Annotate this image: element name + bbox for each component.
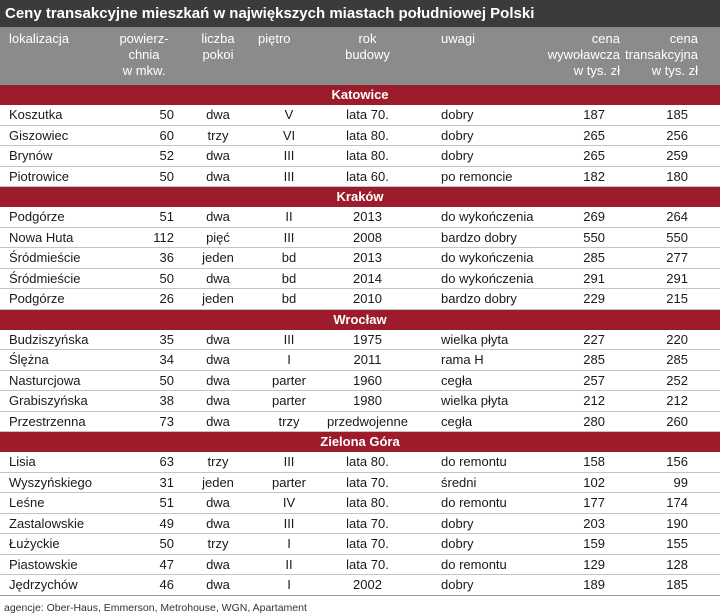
cell-powierzchnia: 50 [159, 270, 174, 286]
cell-rok-budowy: lata 60. [346, 168, 389, 184]
cell-rok-budowy: lata 80. [346, 495, 389, 510]
table-row [0, 371, 720, 392]
table-title: Ceny transakcyjne mieszkań w największych miastach południowej Polski [0, 0, 720, 27]
cell-rok-budowy: 2014 [353, 270, 382, 286]
cell-liczba-pokoi: dwa [206, 107, 230, 122]
header-line: transakcyjna [625, 47, 698, 62]
cell-cena-transakcyjna: 190 [666, 515, 688, 531]
cell-powierzchnia: 35 [159, 331, 174, 347]
cell-powierzchnia: 50 [159, 372, 174, 388]
cell-pietro: III [283, 148, 295, 163]
cell-pietro: III [283, 331, 295, 347]
cell-rok-budowy: 2002 [353, 577, 382, 592]
cell-pietro: III [283, 454, 295, 469]
cell-pietro: bd [281, 250, 297, 265]
header-line: uwagi [441, 31, 475, 46]
table-row [0, 146, 720, 167]
header-line: wywoławcza [547, 47, 620, 62]
table-row [0, 555, 720, 576]
cell-rok-budowy: 2013 [353, 209, 382, 224]
cell-pietro: II [285, 209, 293, 224]
section-header: Kraków [0, 187, 720, 207]
table-row [0, 228, 720, 249]
cell-cena-wywolawcza: 212 [583, 393, 605, 408]
cell-uwagi: średni [441, 474, 477, 490]
cell-cena-wywolawcza: 285 [583, 352, 605, 367]
cell-rok-budowy: przedwojenne [327, 413, 408, 429]
cell-liczba-pokoi: dwa [206, 495, 230, 510]
cell-liczba-pokoi: dwa [206, 168, 230, 184]
cell-cena-wywolawcza: 285 [583, 250, 605, 265]
cell-pietro: parter [272, 393, 306, 408]
cell-cena-transakcyjna: 259 [666, 148, 688, 163]
cell-liczba-pokoi: jeden [202, 250, 234, 265]
cell-powierzchnia: 50 [159, 536, 174, 551]
cell-lokalizacja: Wyszyńskiego [9, 474, 92, 490]
cell-uwagi: rama H [441, 352, 484, 367]
cell-pietro: parter [272, 474, 306, 490]
cell-rok-budowy: lata 70. [346, 107, 389, 122]
cell-cena-wywolawcza: 280 [583, 413, 605, 429]
header-line: budowy [345, 47, 390, 62]
header-powierzchnia [108, 31, 180, 79]
cell-powierzchnia: 50 [159, 168, 174, 184]
cell-liczba-pokoi: dwa [206, 577, 230, 592]
cell-lokalizacja: Śródmieście [9, 250, 81, 265]
cell-liczba-pokoi: dwa [206, 148, 230, 163]
table-row [0, 167, 720, 188]
cell-uwagi: wielka płyta [441, 393, 509, 408]
cell-powierzchnia: 36 [159, 250, 174, 265]
cell-rok-budowy: lata 70. [346, 474, 389, 490]
table-row [0, 289, 720, 310]
cell-lokalizacja: Piotrowice [9, 168, 69, 184]
cell-cena-wywolawcza: 269 [583, 209, 605, 224]
header-line: cena [591, 31, 620, 46]
cell-liczba-pokoi: dwa [206, 413, 230, 429]
cell-pietro: parter [272, 372, 306, 388]
cell-uwagi: do wykończenia [441, 209, 534, 224]
cell-cena-wywolawcza: 158 [583, 454, 605, 469]
cell-cena-wywolawcza: 265 [583, 127, 605, 143]
cell-cena-wywolawcza: 257 [583, 372, 605, 388]
cell-rok-budowy: lata 70. [346, 536, 389, 551]
header-pietro [258, 31, 320, 47]
cell-lokalizacja: Ślężna [9, 352, 49, 367]
cell-liczba-pokoi: pięć [206, 229, 230, 245]
cell-cena-wywolawcza: 291 [583, 270, 605, 286]
cell-cena-transakcyjna: 128 [666, 556, 688, 572]
cell-lokalizacja: Łużyckie [9, 536, 60, 551]
cell-liczba-pokoi: dwa [206, 270, 230, 286]
cell-powierzchnia: 63 [159, 454, 174, 469]
table-row [0, 575, 720, 596]
header-line: rok [358, 31, 377, 46]
cell-pietro: III [283, 168, 295, 184]
cell-pietro: V [284, 107, 294, 122]
cell-cena-wywolawcza: 203 [583, 515, 605, 531]
cell-powierzchnia: 51 [159, 495, 174, 510]
table-row [0, 350, 720, 371]
cell-cena-wywolawcza: 102 [583, 474, 605, 490]
cell-uwagi: bardzo dobry [441, 229, 517, 245]
cell-powierzchnia: 52 [159, 148, 174, 163]
table-row [0, 412, 720, 433]
header-line: w tys. zł [573, 63, 620, 78]
cell-uwagi: cegła [441, 413, 473, 429]
cell-liczba-pokoi: trzy [207, 454, 229, 469]
header-line: piętro [258, 31, 291, 46]
table-row [0, 105, 720, 126]
cell-cena-transakcyjna: 285 [666, 352, 688, 367]
cell-liczba-pokoi: jeden [202, 291, 234, 306]
cell-cena-transakcyjna: 99 [673, 474, 688, 490]
cell-cena-wywolawcza: 227 [583, 331, 605, 347]
cell-liczba-pokoi: dwa [206, 352, 230, 367]
cell-cena-transakcyjna: 256 [666, 127, 688, 143]
table-row [0, 126, 720, 147]
section-header: Wrocław [0, 310, 720, 330]
header-line: pokoi [202, 47, 234, 62]
cell-cena-transakcyjna: 220 [666, 331, 688, 347]
cell-liczba-pokoi: jeden [202, 474, 234, 490]
table-row [0, 330, 720, 351]
cell-cena-transakcyjna: 212 [666, 393, 688, 408]
cell-uwagi: wielka płyta [441, 331, 509, 347]
cell-lokalizacja: Podgórze [9, 291, 65, 306]
cell-cena-wywolawcza: 550 [583, 229, 605, 245]
cell-cena-wywolawcza: 159 [583, 536, 605, 551]
header-liczba-pokoi [188, 31, 248, 63]
header-line: cena [669, 31, 698, 46]
table-row [0, 207, 720, 228]
cell-powierzchnia: 49 [159, 515, 174, 531]
cell-lokalizacja: Podgórze [9, 209, 65, 224]
cell-pietro: III [283, 515, 295, 531]
cell-rok-budowy: 1975 [353, 331, 382, 347]
cell-pietro: VI [282, 127, 296, 143]
cell-powierzchnia: 50 [159, 107, 174, 122]
cell-uwagi: dobry [441, 148, 474, 163]
cell-powierzchnia: 51 [159, 209, 174, 224]
table-row [0, 269, 720, 290]
cell-lokalizacja: Brynów [9, 148, 53, 163]
table-body [0, 85, 720, 596]
cell-liczba-pokoi: dwa [206, 556, 230, 572]
cell-cena-wywolawcza: 177 [583, 495, 605, 510]
cell-pietro: IV [282, 495, 296, 510]
cell-uwagi: bardzo dobry [441, 291, 517, 306]
cell-uwagi: dobry [441, 127, 474, 143]
table-row [0, 391, 720, 412]
cell-pietro: trzy [278, 413, 300, 429]
cell-rok-budowy: 2010 [353, 291, 382, 306]
cell-lokalizacja: Nowa Huta [9, 229, 74, 245]
header-line: w mkw. [122, 63, 166, 78]
cell-powierzchnia: 73 [159, 413, 174, 429]
cell-uwagi: do wykończenia [441, 270, 534, 286]
source-note: agencje: Ober-Haus, Emmerson, Metrohouse, WGN, Apartament [4, 602, 307, 614]
cell-cena-transakcyjna: 185 [666, 577, 688, 592]
cell-rok-budowy: lata 80. [346, 148, 389, 163]
cell-liczba-pokoi: dwa [206, 515, 230, 531]
cell-uwagi: dobry [441, 536, 474, 551]
table-row [0, 493, 720, 514]
cell-cena-wywolawcza: 182 [583, 168, 605, 184]
section-header: Zielona Góra [0, 432, 720, 452]
header-cena-transakcyjna [620, 31, 698, 79]
cell-rok-budowy: 2008 [353, 229, 382, 245]
cell-cena-transakcyjna: 174 [666, 495, 688, 510]
header-line: chnia [128, 47, 160, 62]
cell-lokalizacja: Piastowskie [9, 556, 78, 572]
cell-uwagi: do remontu [441, 454, 507, 469]
cell-cena-transakcyjna: 155 [666, 536, 688, 551]
cell-powierzchnia: 112 [153, 229, 174, 245]
cell-cena-wywolawcza: 189 [583, 577, 605, 592]
cell-pietro: bd [281, 270, 297, 286]
table-row [0, 534, 720, 555]
cell-rok-budowy: 1960 [353, 372, 382, 388]
table-row [0, 452, 720, 473]
cell-cena-wywolawcza: 229 [583, 291, 605, 306]
header-line: w tys. zł [651, 63, 698, 78]
cell-lokalizacja: Zastalowskie [9, 515, 85, 531]
cell-liczba-pokoi: dwa [206, 393, 230, 408]
cell-powierzchnia: 38 [159, 393, 174, 408]
cell-cena-transakcyjna: 264 [666, 209, 688, 224]
cell-rok-budowy: 2011 [353, 352, 382, 367]
cell-uwagi: dobry [441, 515, 474, 531]
cell-cena-wywolawcza: 187 [583, 107, 605, 122]
header-line: powierz- [119, 31, 169, 46]
cell-liczba-pokoi: trzy [207, 536, 229, 551]
cell-powierzchnia: 26 [159, 291, 174, 306]
cell-lokalizacja: Budziszyńska [9, 331, 89, 347]
cell-cena-transakcyjna: 185 [666, 107, 688, 122]
cell-uwagi: dobry [441, 107, 474, 122]
cell-pietro: I [287, 577, 291, 592]
cell-powierzchnia: 34 [159, 352, 174, 367]
cell-pietro: III [283, 229, 295, 245]
cell-uwagi: dobry [441, 577, 474, 592]
header-line: liczba [201, 31, 235, 46]
table-row [0, 473, 720, 494]
cell-cena-transakcyjna: 550 [666, 229, 688, 245]
cell-powierzchnia: 31 [159, 474, 174, 490]
section-header: Katowice [0, 85, 720, 105]
header-rok-budowy [320, 31, 415, 63]
cell-cena-transakcyjna: 252 [666, 372, 688, 388]
cell-powierzchnia: 60 [159, 127, 174, 143]
cell-pietro: I [287, 536, 291, 551]
cell-cena-transakcyjna: 180 [666, 168, 688, 184]
cell-lokalizacja: Lisia [9, 454, 36, 469]
cell-uwagi: po remoncie [441, 168, 513, 184]
header-cena-wywolawcza [536, 31, 620, 79]
cell-cena-transakcyjna: 291 [666, 270, 688, 286]
cell-uwagi: do remontu [441, 495, 507, 510]
cell-rok-budowy: 1980 [353, 393, 382, 408]
cell-lokalizacja: Nasturcjowa [9, 372, 81, 388]
cell-cena-transakcyjna: 277 [666, 250, 688, 265]
cell-powierzchnia: 47 [159, 556, 174, 572]
cell-liczba-pokoi: dwa [206, 331, 230, 347]
cell-rok-budowy: lata 70. [346, 556, 389, 572]
cell-cena-transakcyjna: 156 [666, 454, 688, 469]
cell-cena-wywolawcza: 129 [583, 556, 605, 572]
cell-lokalizacja: Giszowiec [9, 127, 69, 143]
cell-pietro: I [287, 352, 291, 367]
cell-liczba-pokoi: dwa [206, 209, 230, 224]
column-header-row [0, 27, 720, 85]
cell-pietro: II [285, 556, 293, 572]
cell-liczba-pokoi: trzy [207, 127, 229, 143]
cell-lokalizacja: Koszutka [9, 107, 63, 122]
table-row [0, 514, 720, 535]
cell-pietro: bd [281, 291, 297, 306]
cell-uwagi: do wykończenia [441, 250, 534, 265]
cell-cena-transakcyjna: 260 [666, 413, 688, 429]
cell-rok-budowy: lata 80. [346, 454, 389, 469]
cell-rok-budowy: lata 70. [346, 515, 389, 531]
cell-cena-transakcyjna: 215 [666, 291, 688, 306]
cell-liczba-pokoi: dwa [206, 372, 230, 388]
table-row [0, 248, 720, 269]
cell-lokalizacja: Przestrzenna [9, 413, 86, 429]
cell-uwagi: do remontu [441, 556, 507, 572]
cell-lokalizacja: Jędrzychów [9, 577, 78, 592]
cell-cena-wywolawcza: 265 [583, 148, 605, 163]
cell-rok-budowy: lata 80. [346, 127, 389, 143]
cell-uwagi: cegła [441, 372, 473, 388]
cell-lokalizacja: Śródmieście [9, 270, 81, 286]
cell-lokalizacja: Grabiszyńska [9, 393, 88, 408]
cell-rok-budowy: 2013 [353, 250, 382, 265]
cell-powierzchnia: 46 [159, 577, 174, 592]
header-line: lokalizacja [9, 31, 69, 46]
cell-lokalizacja: Leśne [9, 495, 45, 510]
